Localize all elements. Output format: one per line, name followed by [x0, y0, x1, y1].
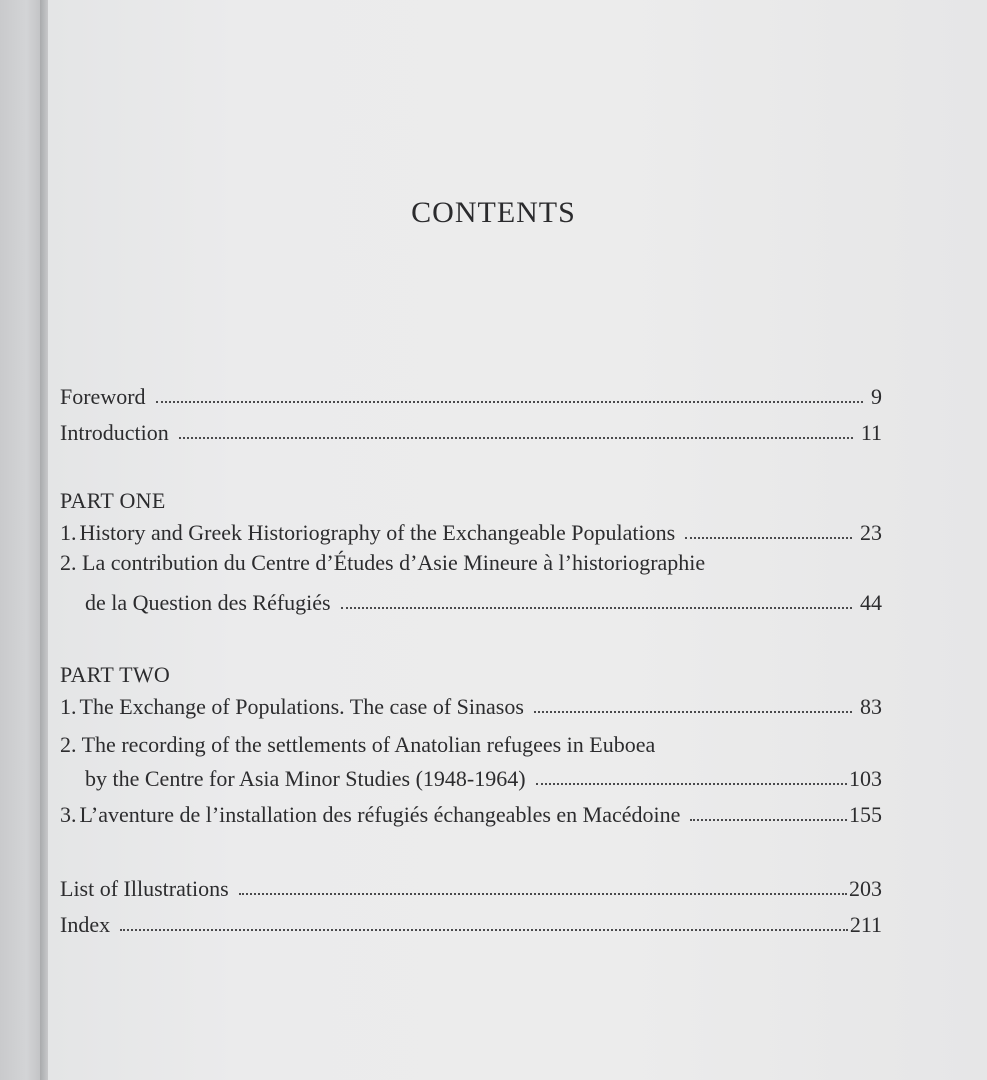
toc-page-number: 155 — [849, 802, 882, 827]
dot-leader — [685, 537, 852, 539]
dot-leader — [341, 607, 852, 609]
toc-entry-number: 1. — [60, 694, 77, 719]
toc-entry-part-two-3 — [60, 798, 882, 828]
toc-entry-label: L’aventure de l’installation des réfugiés échangeables en Macédoine — [79, 802, 681, 827]
dot-leader — [156, 401, 863, 403]
part-two-heading: PART TWO — [60, 662, 171, 687]
toc-page-number: 83 — [860, 694, 882, 719]
toc-entry-number: 2. — [60, 550, 77, 575]
dot-leader — [536, 783, 847, 785]
toc-entry-label-continued: by the Centre for Asia Minor Studies (1948-1964) — [85, 766, 526, 791]
dot-leader — [690, 819, 847, 821]
part-one-heading: PART ONE — [60, 488, 166, 513]
toc-entry-label: List of Illustrations — [60, 876, 229, 901]
toc-entry-label: Foreword — [60, 384, 146, 409]
toc-entry-label: The Exchange of Populations. The case of Sinasos — [79, 694, 524, 719]
toc-entry-part-one-2-line2 — [85, 586, 882, 616]
toc-entry-part-two-1 — [60, 690, 882, 720]
toc-entry-part-one-2-line1 — [60, 550, 705, 576]
toc-entry-label: Index — [60, 912, 111, 937]
toc-entry-index — [60, 908, 882, 938]
toc-page-number: 9 — [871, 384, 882, 409]
toc-page-number: 211 — [849, 912, 882, 937]
contents-title: CONTENTS — [411, 196, 576, 229]
toc-entry-label: The recording of the settlements of Anatolian refugees in Euboea — [81, 732, 656, 757]
toc-entry-part-one-1 — [60, 516, 882, 546]
toc-entry-number: 2. — [60, 732, 77, 757]
toc-entry-foreword — [60, 380, 882, 410]
toc-page-number: 23 — [860, 520, 882, 545]
toc-entry-number: 3. — [60, 802, 77, 827]
dot-leader — [239, 893, 847, 895]
toc-entry-part-two-2-line1 — [60, 732, 655, 758]
facing-page-edge — [0, 0, 44, 1080]
toc-page-number: 203 — [849, 876, 882, 901]
dot-leader — [120, 929, 848, 931]
toc-entry-label: La contribution du Centre d’Études d’Asie Mineure à l’historiographie — [82, 550, 706, 575]
toc-entry-part-two-2-line2 — [85, 762, 882, 792]
toc-entry-label: Introduction — [60, 420, 169, 445]
toc-entry-label-continued: de la Question des Réfugiés — [85, 590, 331, 615]
toc-entry-introduction — [60, 416, 882, 446]
toc-entry-label: History and Greek Historiography of the Exchangeable Populations — [79, 520, 676, 545]
toc-entry-number: 1. — [60, 520, 77, 545]
dot-leader — [179, 437, 853, 439]
toc-entry-list-of-illustrations — [60, 872, 882, 902]
toc-page-number: 103 — [849, 766, 882, 791]
toc-page-number: 44 — [860, 590, 882, 615]
toc-page-number: 11 — [860, 420, 882, 445]
dot-leader — [534, 711, 852, 713]
